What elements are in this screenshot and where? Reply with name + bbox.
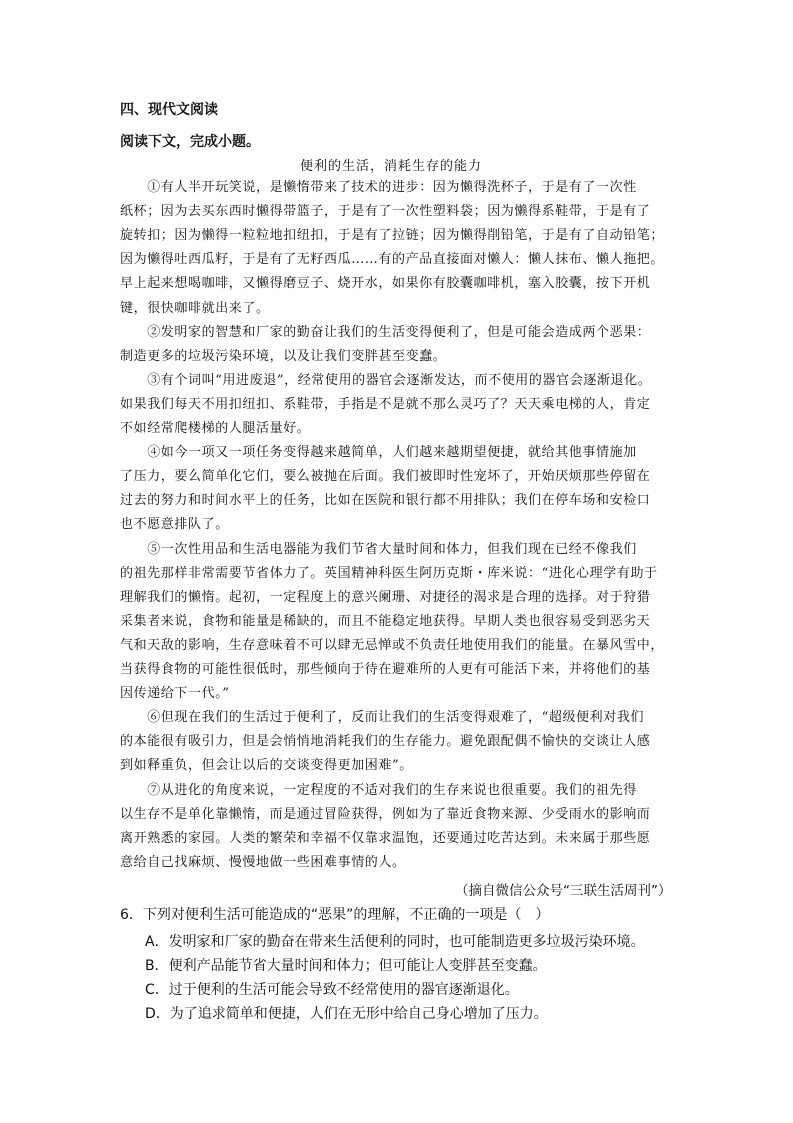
- article-line: ④如今一项又一项任务变得越来越简单，人们越来越期望便捷，就给其他事情施加: [120, 445, 637, 461]
- article-line: 键，很快咖啡就出来了。: [120, 300, 270, 316]
- article-line: ⑤一次性用品和生活电器能为我们节省大量时间和体力，但我们现在已经不像我们: [120, 541, 637, 557]
- article-line: 因为懒得吐西瓜籽，于是有了无籽西瓜……有的产品直接面对懒人：懒人抹布、懒人拖把。: [120, 252, 665, 268]
- question-stem: 6．下列对便利生活可能造成的“恶果”的理解，不正确的一项是（ ）: [120, 907, 550, 923]
- article-line: 了压力，要么简单化它们，要么被抛在后面。我们被即时性宠坏了，开始厌烦那些停留在: [120, 469, 651, 485]
- article-line: 以生存不是单化靠懒惰，而是通过冒险获得，例如为了靠近食物来源、少受雨水的影响而: [120, 806, 651, 822]
- article-line: 意给自己找麻烦、慢慢地做一些困难事情的人。: [120, 854, 406, 870]
- article-line: ⑥但现在我们的生活过于便利了，反而让我们的生活变得艰难了，“超级便利对我们: [120, 710, 645, 726]
- article-line: 不如经常爬楼梯的人腿活量好。: [120, 421, 311, 436]
- article-title: 便利的生活，消耗生存的能力: [300, 159, 483, 174]
- article-line: ③有个词叫“用进废退”，经常使用的器官会逐渐发达，而不使用的器官会逐渐退化。: [120, 372, 652, 388]
- article-line: 的本能很有吸引力，但是会悄悄地消耗我们的生存能力。避免跟配偶不愉快的交谈让人感: [120, 734, 651, 750]
- article-line: 过去的努力和时间水平上的任务，比如在医院和银行都不用排队；我们在停车场和安检口: [120, 493, 651, 509]
- article-line: ②发明家的智慧和厂家的勤奋让我们的生活变得便利了，但是可能会造成两个恶果：: [120, 324, 651, 340]
- article-line: 旋转扣；因为懒得一粒粒地扣纽扣，于是有了拉链；因为懒得削铅笔，于是有了自动铅笔；: [120, 228, 665, 244]
- article-line: ⑦从进化的角度来说，一定程度的不适对我们的生存来说也很重要。我们的祖先得: [120, 782, 637, 798]
- article-line: 如果我们每天不用扣纽扣、系鞋带，手指是不是就不那么灵巧了？天天乘电梯的人，肯定: [120, 396, 651, 412]
- option-d[interactable]: D．为了追求简单和便捷，人们在无形中给自己身心增加了压力。: [145, 1006, 548, 1022]
- option-c[interactable]: C．过于便利的生活可能会导致不经常使用的器官逐渐退化。: [145, 982, 519, 998]
- article-line: 因传递给下一代。”: [120, 686, 230, 702]
- article-line: 采集者来说，食物和能量是稀缺的，而且不能稳定地获得。早期人类也很容易受到恶劣天: [120, 613, 651, 629]
- article-line: 气和天敌的影响，生存意味着不可以肆无忌惮或不负责任地使用我们的能量。在暴风雪中，: [120, 637, 665, 653]
- reading-instruction: 阅读下文，完成小题。: [120, 134, 260, 150]
- option-a[interactable]: A．发明家和厂家的勤奋在带来生活便利的同时，也可能制造更多垃圾污染环境。: [145, 934, 645, 950]
- article-line: 早上起来想喝咖啡，又懒得磨豆子、烧开水，如果你有胶囊咖啡机，塞入胶囊，按下开机: [120, 276, 651, 292]
- article-line: ①有人半开玩笑说，是懒惰带来了技术的进步：因为懒得洗杯子，于是有了一次性: [120, 180, 637, 195]
- article-line: 纸杯；因为去买东西时懒得带篮子，于是有了一次性塑料袋；因为懒得系鞋带，于是有了: [120, 204, 651, 220]
- article-line: 也不愿意排队了。: [120, 517, 229, 533]
- article-source: （摘自微信公众号“三联生活周刊”）: [455, 883, 672, 899]
- article-line: 当获得食物的可能性很低时，那些倾向于待在避难所的人更有可能活下来，并将他们的基: [120, 662, 651, 677]
- article-line: 理解我们的懒惰。起初，一定程度上的意兴阑珊、对捷径的渴求是合理的选择。对于狩猎: [120, 589, 651, 605]
- article-line: 离开熟悉的家园。人类的繁荣和幸福不仅靠求温饱，还要通过吃苦达到。未来属于那些愿: [120, 830, 651, 846]
- article-line: 到如释重负，但会让以后的交谈变得更加困难”。: [120, 758, 413, 774]
- article-line: 的祖先那样非常需要节省体力了。英国精神科医生阿历克斯・库米说：“进化心理学有助于: [120, 565, 658, 581]
- option-b[interactable]: B．便利产品能节省大量时间和体力；但可能让人变胖甚至变蠢。: [145, 958, 547, 974]
- section-title: 四、现代文阅读: [120, 102, 218, 118]
- article-line: 制造更多的垃圾污染环境，以及让我们变胖甚至变蠢。: [120, 348, 447, 364]
